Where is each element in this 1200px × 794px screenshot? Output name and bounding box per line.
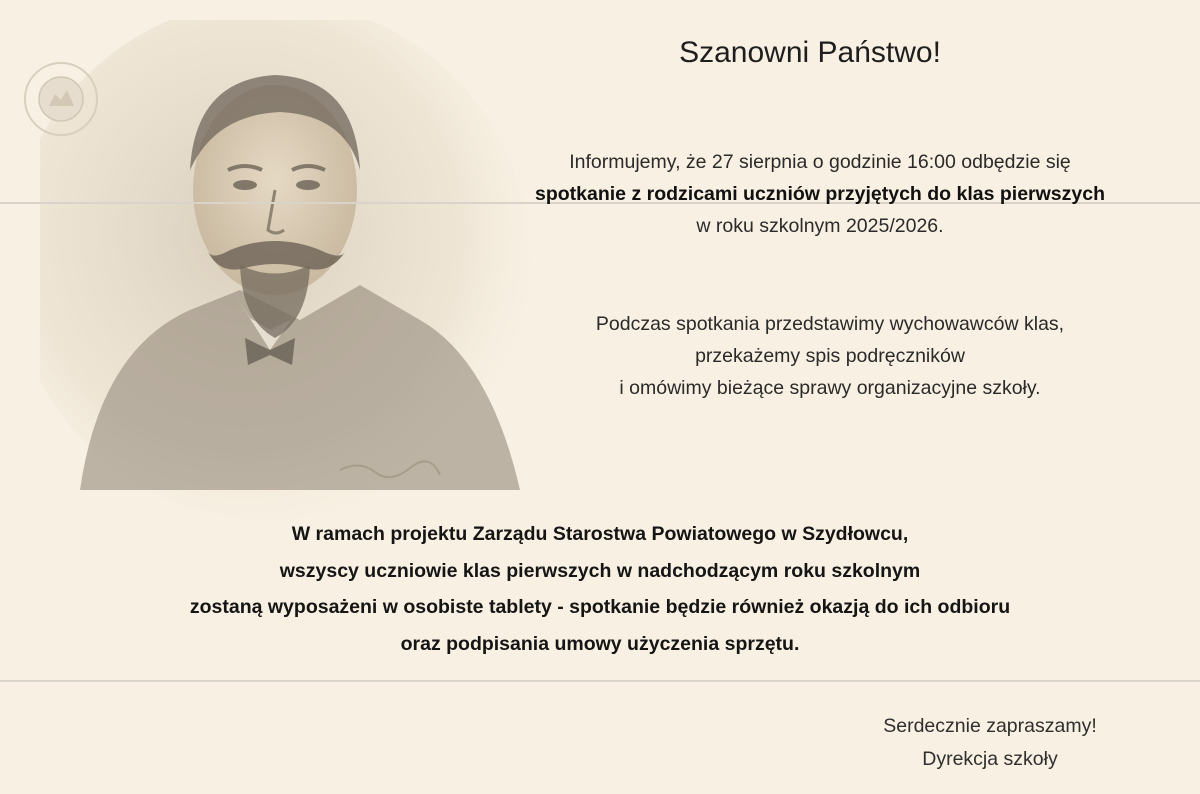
info-line-3: w roku szkolnym 2025/2026. [696,215,944,237]
project-line-1: W ramach projektu Zarządu Starostwa Powiatowego w Szydłowcu, [291,523,909,545]
meeting-info-paragraph [440,146,1200,242]
horizontal-rule-bottom [0,680,1200,682]
greeting-heading: Szanowni Państwo! [679,36,941,69]
info-line-1: Informujemy, że 27 sierpnia o godzinie 16:00 odbędzie się [569,151,1071,173]
portrait-illustration [40,20,560,520]
info-line-2-bold: spotkanie z rodzicami uczniów przyjętych do klas pierwszych [535,183,1105,205]
meeting-agenda-paragraph [500,308,1160,404]
closing-signature [830,710,1150,776]
closing-signatory: Dyrekcja szkoły [922,748,1058,770]
project-line-4: oraz podpisania umowy użyczenia sprzętu. [400,632,800,655]
agenda-line-3: i omówimy bieżące sprawy organizacyjne szkoły. [619,377,1041,399]
closing-invitation: Serdecznie zapraszamy! [883,715,1097,737]
agenda-line-2: przekażemy spis podręczników [695,345,965,367]
project-line-3: zostaną wyposażeni w osobiste tablety - spotkanie będzie również okazją do ich odbioru [189,596,1011,618]
tablet-project-paragraph [40,516,1160,662]
agenda-line-1: Podczas spotkania przedstawimy wychowawców klas, [595,313,1065,335]
school-seal-logo [22,60,100,138]
project-line-2: wszyscy uczniowie klas pierwszych w nadchodzącym roku szkolnym [279,559,921,582]
